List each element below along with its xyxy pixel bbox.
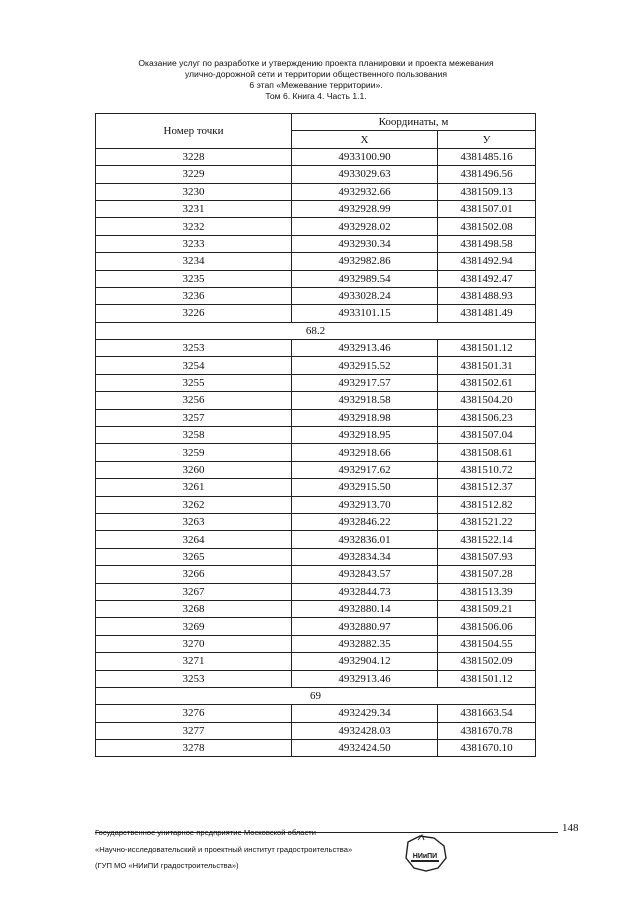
x-coordinate-cell: 4932834.34 bbox=[292, 548, 438, 565]
y-header: У bbox=[438, 131, 536, 148]
coordinates-header: Координаты, м bbox=[292, 114, 536, 131]
table-row bbox=[96, 513, 536, 530]
y-coordinate-cell: 4381507.93 bbox=[438, 548, 536, 565]
point-number-cell: 3253 bbox=[96, 670, 292, 687]
table-row bbox=[96, 218, 536, 235]
x-coordinate-cell: 4932917.62 bbox=[292, 461, 438, 478]
x-coordinate-cell: 4932930.34 bbox=[292, 235, 438, 252]
y-coordinate-cell: 4381488.93 bbox=[438, 287, 536, 304]
header-line-2: улично-дорожной сети и территории общественного пользования bbox=[184, 69, 448, 79]
table-row bbox=[96, 270, 536, 287]
point-number-header: Номер точки bbox=[96, 114, 292, 149]
y-coordinate-cell: 4381521.22 bbox=[438, 513, 536, 530]
table-row bbox=[96, 148, 536, 165]
y-coordinate-cell: 4381509.21 bbox=[438, 600, 536, 617]
point-number-cell: 3271 bbox=[96, 653, 292, 670]
x-coordinate-cell: 4932880.97 bbox=[292, 618, 438, 635]
y-coordinate-cell: 4381522.14 bbox=[438, 531, 536, 548]
y-coordinate-cell: 4381506.23 bbox=[438, 409, 536, 426]
section-row bbox=[96, 322, 536, 339]
y-coordinate-cell: 4381504.55 bbox=[438, 635, 536, 652]
point-number-cell: 3231 bbox=[96, 200, 292, 217]
point-number-cell: 3276 bbox=[96, 705, 292, 722]
section-label: 68.2 bbox=[96, 322, 536, 339]
table-row bbox=[96, 340, 536, 357]
x-coordinate-cell: 4932928.02 bbox=[292, 218, 438, 235]
point-number-cell: 3262 bbox=[96, 496, 292, 513]
y-coordinate-cell: 4381512.37 bbox=[438, 479, 536, 496]
institute-logo-icon bbox=[400, 832, 450, 874]
x-coordinate-cell: 4932424.50 bbox=[292, 740, 438, 757]
y-coordinate-cell: 4381508.61 bbox=[438, 444, 536, 461]
footer-line-3: (ГУП МО «НИиПИ градостроительства») bbox=[95, 861, 239, 870]
table-row bbox=[96, 409, 536, 426]
header-line-4: Том 6. Книга 4. Часть 1.1. bbox=[265, 91, 367, 101]
y-coordinate-cell: 4381663.54 bbox=[438, 705, 536, 722]
footer-line-2: «Научно-исследовательский и проектный институт градостроительства» bbox=[95, 844, 353, 854]
x-coordinate-cell: 4933029.63 bbox=[292, 166, 438, 183]
x-coordinate-cell: 4932880.14 bbox=[292, 600, 438, 617]
y-coordinate-cell: 4381509.13 bbox=[438, 183, 536, 200]
point-number-cell: 3254 bbox=[96, 357, 292, 374]
coordinates-table bbox=[95, 113, 536, 757]
x-coordinate-cell: 4932915.52 bbox=[292, 357, 438, 374]
point-number-cell: 3257 bbox=[96, 409, 292, 426]
table-row bbox=[96, 653, 536, 670]
table-row bbox=[96, 740, 536, 757]
point-number-cell: 3268 bbox=[96, 600, 292, 617]
y-coordinate-cell: 4381670.10 bbox=[438, 740, 536, 757]
x-coordinate-cell: 4932904.12 bbox=[292, 653, 438, 670]
table-row bbox=[96, 635, 536, 652]
table-row bbox=[96, 705, 536, 722]
point-number-cell: 3260 bbox=[96, 461, 292, 478]
table-row bbox=[96, 305, 536, 322]
table-row bbox=[96, 479, 536, 496]
document-footer bbox=[95, 815, 585, 875]
y-coordinate-cell: 4381492.47 bbox=[438, 270, 536, 287]
table-row bbox=[96, 253, 536, 270]
table-row bbox=[96, 287, 536, 304]
point-number-cell: 3229 bbox=[96, 166, 292, 183]
table-row bbox=[96, 166, 536, 183]
y-coordinate-cell: 4381501.12 bbox=[438, 340, 536, 357]
x-coordinate-cell: 4932913.46 bbox=[292, 340, 438, 357]
y-coordinate-cell: 4381504.20 bbox=[438, 392, 536, 409]
page-number: 148 bbox=[562, 822, 579, 834]
y-coordinate-cell: 4381510.72 bbox=[438, 461, 536, 478]
point-number-cell: 3256 bbox=[96, 392, 292, 409]
section-row bbox=[96, 687, 536, 704]
y-coordinate-cell: 4381498.58 bbox=[438, 235, 536, 252]
point-number-cell: 3230 bbox=[96, 183, 292, 200]
point-number-cell: 3266 bbox=[96, 566, 292, 583]
y-coordinate-cell: 4381507.28 bbox=[438, 566, 536, 583]
x-coordinate-cell: 4932918.98 bbox=[292, 409, 438, 426]
logo-text: НИиПИ bbox=[412, 853, 438, 860]
table-body bbox=[96, 148, 536, 757]
y-coordinate-cell: 4381501.12 bbox=[438, 670, 536, 687]
x-coordinate-cell: 4932928.99 bbox=[292, 200, 438, 217]
y-coordinate-cell: 4381502.09 bbox=[438, 653, 536, 670]
y-coordinate-cell: 4381501.31 bbox=[438, 357, 536, 374]
point-number-cell: 3259 bbox=[96, 444, 292, 461]
x-coordinate-cell: 4932428.03 bbox=[292, 722, 438, 739]
table-row bbox=[96, 235, 536, 252]
table-row bbox=[96, 600, 536, 617]
y-coordinate-cell: 4381513.39 bbox=[438, 583, 536, 600]
table-row bbox=[96, 496, 536, 513]
header-line-3: 6 этап «Межевание территории». bbox=[249, 80, 383, 90]
document-header bbox=[0, 58, 632, 102]
point-number-cell: 3255 bbox=[96, 374, 292, 391]
point-number-cell: 3236 bbox=[96, 287, 292, 304]
x-coordinate-cell: 4932913.46 bbox=[292, 670, 438, 687]
footer-line-1: Государственное унитарное предприятие Московской области bbox=[95, 828, 317, 837]
point-number-cell: 3234 bbox=[96, 253, 292, 270]
x-coordinate-cell: 4932989.54 bbox=[292, 270, 438, 287]
y-coordinate-cell: 4381506.06 bbox=[438, 618, 536, 635]
x-coordinate-cell: 4932843.57 bbox=[292, 566, 438, 583]
x-coordinate-cell: 4932918.66 bbox=[292, 444, 438, 461]
table-row bbox=[96, 461, 536, 478]
table-row bbox=[96, 374, 536, 391]
table-row bbox=[96, 618, 536, 635]
x-coordinate-cell: 4932836.01 bbox=[292, 531, 438, 548]
point-number-cell: 3258 bbox=[96, 427, 292, 444]
point-number-cell: 3233 bbox=[96, 235, 292, 252]
x-coordinate-cell: 4932846.22 bbox=[292, 513, 438, 530]
y-coordinate-cell: 4381507.04 bbox=[438, 427, 536, 444]
table-row bbox=[96, 531, 536, 548]
table-row bbox=[96, 583, 536, 600]
x-coordinate-cell: 4933101.15 bbox=[292, 305, 438, 322]
point-number-cell: 3270 bbox=[96, 635, 292, 652]
y-coordinate-cell: 4381502.61 bbox=[438, 374, 536, 391]
x-coordinate-cell: 4932913.70 bbox=[292, 496, 438, 513]
point-number-cell: 3228 bbox=[96, 148, 292, 165]
y-coordinate-cell: 4381507.01 bbox=[438, 200, 536, 217]
x-coordinate-cell: 4932844.73 bbox=[292, 583, 438, 600]
point-number-cell: 3263 bbox=[96, 513, 292, 530]
point-number-cell: 3261 bbox=[96, 479, 292, 496]
y-coordinate-cell: 4381502.08 bbox=[438, 218, 536, 235]
point-number-cell: 3253 bbox=[96, 340, 292, 357]
section-label: 69 bbox=[96, 687, 536, 704]
x-coordinate-cell: 4933028.24 bbox=[292, 287, 438, 304]
x-coordinate-cell: 4932917.57 bbox=[292, 374, 438, 391]
point-number-cell: 3277 bbox=[96, 722, 292, 739]
table-row bbox=[96, 392, 536, 409]
x-header: X bbox=[292, 131, 438, 148]
point-number-cell: 3226 bbox=[96, 305, 292, 322]
y-coordinate-cell: 4381492.94 bbox=[438, 253, 536, 270]
point-number-cell: 3267 bbox=[96, 583, 292, 600]
header-line-1: Оказание услуг по разработке и утверждению проекта планировки и проекта межевания bbox=[138, 58, 494, 68]
table-row bbox=[96, 670, 536, 687]
x-coordinate-cell: 4932918.58 bbox=[292, 392, 438, 409]
point-number-cell: 3232 bbox=[96, 218, 292, 235]
x-coordinate-cell: 4932918.95 bbox=[292, 427, 438, 444]
table-row bbox=[96, 548, 536, 565]
table-row bbox=[96, 200, 536, 217]
x-coordinate-cell: 4932429.34 bbox=[292, 705, 438, 722]
point-number-cell: 3265 bbox=[96, 548, 292, 565]
y-coordinate-cell: 4381485.16 bbox=[438, 148, 536, 165]
point-number-cell: 3264 bbox=[96, 531, 292, 548]
table-row bbox=[96, 357, 536, 374]
point-number-cell: 3278 bbox=[96, 740, 292, 757]
x-coordinate-cell: 4932882.35 bbox=[292, 635, 438, 652]
point-number-cell: 3235 bbox=[96, 270, 292, 287]
table-row bbox=[96, 566, 536, 583]
table-row bbox=[96, 183, 536, 200]
y-coordinate-cell: 4381496.56 bbox=[438, 166, 536, 183]
table-row bbox=[96, 722, 536, 739]
point-number-cell: 3269 bbox=[96, 618, 292, 635]
y-coordinate-cell: 4381481.49 bbox=[438, 305, 536, 322]
table-row bbox=[96, 427, 536, 444]
y-coordinate-cell: 4381512.82 bbox=[438, 496, 536, 513]
x-coordinate-cell: 4932932.66 bbox=[292, 183, 438, 200]
x-coordinate-cell: 4933100.90 bbox=[292, 148, 438, 165]
x-coordinate-cell: 4932982.86 bbox=[292, 253, 438, 270]
x-coordinate-cell: 4932915.50 bbox=[292, 479, 438, 496]
table-row bbox=[96, 444, 536, 461]
y-coordinate-cell: 4381670.78 bbox=[438, 722, 536, 739]
